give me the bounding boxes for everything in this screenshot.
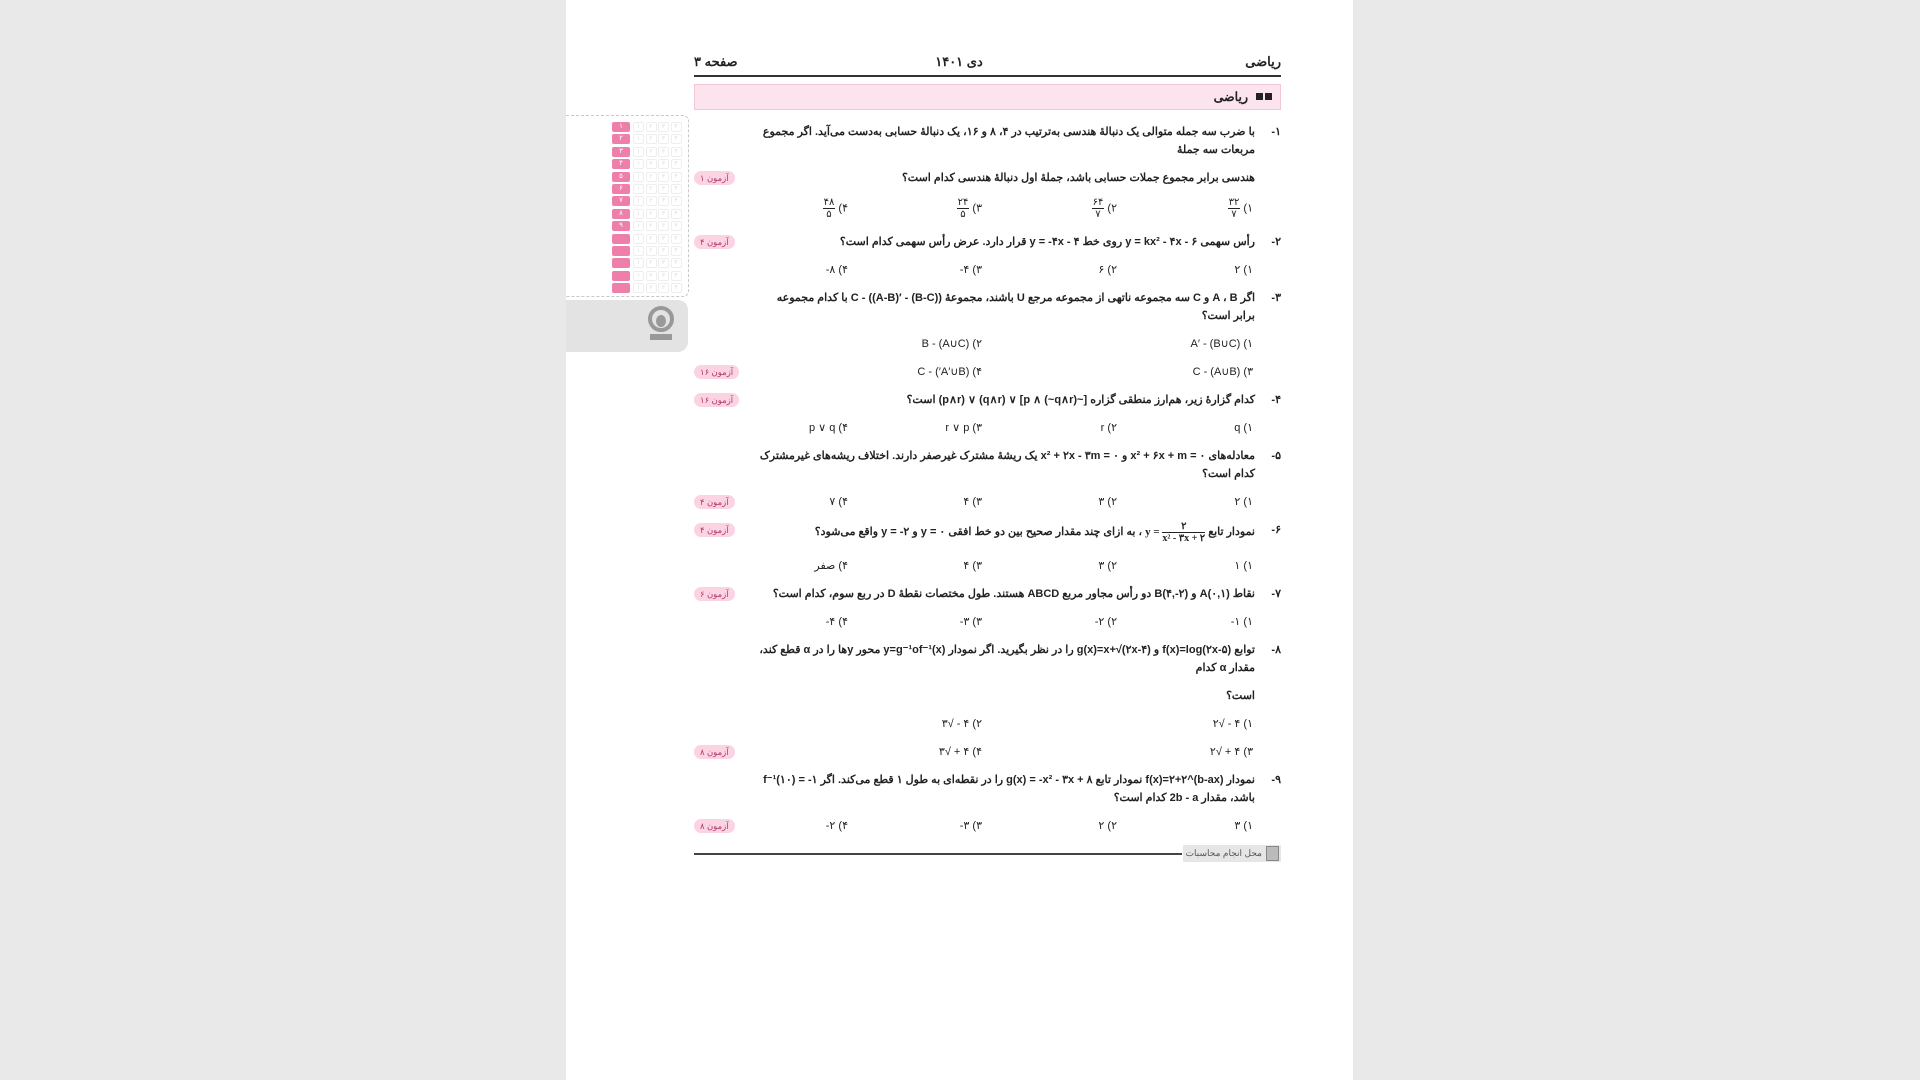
option-4[interactable]: ۴) ۸-	[825, 264, 848, 276]
answer-choice-box[interactable]: ۳	[658, 147, 669, 157]
option-1[interactable]: ۱) ۲	[1234, 264, 1253, 276]
question-5-options	[694, 493, 1281, 511]
answer-row	[612, 134, 682, 144]
answer-choice-box[interactable]: ۲	[646, 159, 657, 169]
question-text: نمودار f(x)=۲+۲^(b-ax) نمودار تابع g(x) = -x² - ۳x + ۸ را در نقطه‌ای به طول ۱ قطع می‌کند. اگر f⁻¹(۱۰) = -۱ باشد، مقدار 2b - a کدام است؟	[763, 774, 1255, 804]
answer-choice-box[interactable]: ۳	[658, 246, 669, 256]
option-3[interactable]: ۳) r ∨ p	[945, 422, 982, 434]
option-2[interactable]: ۲) ۲	[1098, 820, 1117, 832]
answer-row	[612, 172, 682, 182]
answer-choice-box[interactable]: ۱	[633, 196, 644, 206]
answer-choice-box[interactable]: ۱	[633, 147, 644, 157]
question-7-options	[694, 613, 1281, 631]
question-8-line2	[694, 687, 1281, 705]
answer-row	[612, 271, 682, 281]
footer-divider	[694, 853, 1182, 855]
option-1[interactable]: ۱) ۱-	[1230, 616, 1253, 628]
question-text: است؟	[1226, 690, 1255, 702]
option-2[interactable]: ۲) ۳	[1098, 496, 1117, 508]
option-1[interactable]: ۱) ۳	[1234, 820, 1253, 832]
option-3[interactable]: ۳) ۴ + √۲	[1209, 746, 1253, 758]
answer-choice-box[interactable]: ۴	[671, 122, 682, 132]
exam-badge: آزمون ۸	[694, 745, 735, 759]
exam-badge: آزمون ۶	[694, 587, 735, 601]
answer-choice-box[interactable]: ۱	[633, 122, 644, 132]
question-number: ۱-	[1271, 126, 1281, 138]
question-text: کدام گزارهٔ زیر، هم‌ارز منطقی گزاره [~p ∧ (~q∧r)] ∨ (q∧r) ∨ (p∧r) است؟	[906, 394, 1255, 406]
questions-list	[694, 123, 1281, 863]
answer-choice-box[interactable]: ۳	[658, 271, 669, 281]
answer-choice-box[interactable]: ۴	[671, 209, 682, 219]
option-4[interactable]: ۴) ۷	[829, 496, 848, 508]
answer-row	[612, 147, 682, 157]
answer-choice-box[interactable]: ۱	[633, 258, 644, 268]
answer-row	[612, 209, 682, 219]
question-number: ۹-	[1271, 774, 1281, 786]
answer-choice-box[interactable]: ۳	[658, 234, 669, 244]
option-2[interactable]: ۲) ۶	[1098, 264, 1117, 276]
question-number: ۲-	[1271, 236, 1281, 248]
header-divider	[694, 75, 1281, 77]
calculation-area-label: محل انجام محاسبات	[1183, 845, 1281, 862]
answer-row-number: ۵	[612, 172, 630, 182]
option-4[interactable]: ۴) صفر	[814, 560, 848, 572]
footer	[694, 845, 1281, 863]
option-1[interactable]: ۱) ۴ - √۲	[1212, 718, 1253, 730]
answer-choice-box[interactable]: ۴	[671, 172, 682, 182]
answer-choice-box[interactable]: ۲	[646, 271, 657, 281]
exam-badge: آزمون ۴	[694, 235, 735, 249]
exam-badge: آزمون ۱۶	[694, 365, 739, 379]
question-8-options-row2	[694, 743, 1281, 761]
answer-choice-box[interactable]: ۱	[633, 221, 644, 231]
answer-choice-box[interactable]: ۴	[671, 246, 682, 256]
answer-choice-box[interactable]: ۲	[646, 134, 657, 144]
header-page: صفحه ۳	[694, 54, 738, 69]
option-1[interactable]: ۱) $\frac{۳۲}{۷}$	[1228, 197, 1253, 220]
exam-badge: آزمون ۸	[694, 819, 735, 833]
question-3-options-row2	[694, 363, 1281, 381]
calculator-icon	[1266, 846, 1279, 861]
header-subject: ریاضی	[1245, 54, 1281, 69]
answer-row-number: ۱	[612, 122, 630, 132]
answer-choice-box[interactable]: ۴	[671, 184, 682, 194]
answer-row	[612, 196, 682, 206]
option-3[interactable]: ۳) ۳-	[959, 820, 982, 832]
question-8	[694, 641, 1281, 677]
answer-row-number	[612, 234, 630, 244]
question-7	[694, 585, 1281, 603]
option-4[interactable]: ۴) (A′∪B′) - C	[917, 366, 982, 378]
answer-choice-box[interactable]: ۲	[646, 246, 657, 256]
section-marker-icon	[1254, 88, 1272, 105]
answer-choice-box[interactable]: ۱	[633, 246, 644, 256]
answer-choice-box[interactable]: ۲	[646, 221, 657, 231]
question-number: ۸-	[1271, 644, 1281, 656]
answer-choice-box[interactable]: ۴	[671, 234, 682, 244]
answer-row-number	[612, 246, 630, 256]
answer-row	[612, 122, 682, 132]
question-4-options	[694, 419, 1281, 437]
answer-choice-box[interactable]: ۲	[646, 122, 657, 132]
question-2	[694, 233, 1281, 251]
exam-badge: آزمون ۴	[694, 523, 735, 537]
answer-choice-box[interactable]: ۲	[646, 196, 657, 206]
option-3[interactable]: ۳) ۴	[963, 496, 982, 508]
option-2[interactable]: ۲) B - (A∪C)	[921, 338, 982, 350]
option-1[interactable]: ۱) ۲	[1234, 496, 1253, 508]
answer-row-number	[612, 283, 630, 293]
gaj-logo-icon	[646, 306, 676, 346]
question-text: معادله‌های x² + ۶x + m = ۰ و x² + ۲x - ۳m = ۰ یک ریشهٔ مشترک غیرصفر دارند. اختلاف ریشه‌های غیرمشترک کدام است؟	[759, 450, 1255, 480]
question-3	[694, 289, 1281, 325]
answer-row	[612, 283, 682, 293]
answer-choice-box[interactable]: ۳	[658, 172, 669, 182]
question-4	[694, 391, 1281, 409]
option-2[interactable]: ۲) r	[1100, 422, 1117, 434]
answer-row-number: ۳	[612, 147, 630, 157]
answer-choice-box[interactable]: ۳	[658, 122, 669, 132]
question-text: توابع f(x)=log(۲x-۵) و g(x)=x+√(۲x-۴) را در نظر بگیرید. اگر نمودار y=g⁻¹of⁻¹(x) محور yها را در α قطع کند، مقدار α کدام	[759, 644, 1255, 674]
answer-choice-box[interactable]: ۳	[658, 209, 669, 219]
option-2[interactable]: ۲) ۴ - √۳	[941, 718, 982, 730]
answer-row	[612, 258, 682, 268]
answer-choice-box[interactable]: ۲	[646, 283, 657, 293]
answer-choice-box[interactable]: ۴	[671, 159, 682, 169]
option-4[interactable]: ۴) ۴-	[825, 616, 848, 628]
question-9	[694, 771, 1281, 807]
answer-row-number: ۹	[612, 221, 630, 231]
answer-choice-box[interactable]: ۱	[633, 184, 644, 194]
question-number: ۷-	[1271, 588, 1281, 600]
header-date: دی ۱۴۰۱	[935, 54, 983, 69]
answer-choice-box[interactable]: ۲	[646, 209, 657, 219]
question-8-options-row1	[694, 715, 1281, 733]
answer-choice-box[interactable]: ۳	[658, 159, 669, 169]
answer-row-number: ۸	[612, 209, 630, 219]
answer-row-number: ۶	[612, 184, 630, 194]
answer-choice-box[interactable]: ۱	[633, 134, 644, 144]
answer-choice-box[interactable]: ۳	[658, 184, 669, 194]
answer-row-number: ۷	[612, 196, 630, 206]
answer-row	[612, 246, 682, 256]
section-banner	[694, 84, 1281, 110]
answer-row-number: ۲	[612, 134, 630, 144]
question-text: اگر A ، B و C سه مجموعه ناتهی از مجموعه مرجع U باشند، مجموعهٔ C - ((A-B)′ - (B-C)) با کدام مجموعه برابر است؟	[776, 292, 1255, 322]
question-1	[694, 123, 1281, 159]
answer-row-number: ۴	[612, 159, 630, 169]
exam-badge: آزمون ۱	[694, 171, 735, 185]
option-1[interactable]: ۱) ۱	[1234, 560, 1253, 572]
answer-choice-box[interactable]: ۱	[633, 209, 644, 219]
answer-choice-box[interactable]: ۴	[671, 271, 682, 281]
exam-badge: آزمون ۴	[694, 495, 735, 509]
answer-row-number	[612, 258, 630, 268]
question-6	[694, 521, 1281, 547]
question-1-options	[694, 197, 1281, 223]
question-text: نقاط A(۰,۱) و B(۴,-۲) دو رأس مجاور مربع ABCD هستند. طول مختصات نقطهٔ D در ربع سوم، کدام است؟	[772, 588, 1255, 600]
answer-choice-box[interactable]: ۳	[658, 283, 669, 293]
option-2[interactable]: ۲) $\frac{۶۴}{۷}$	[1092, 197, 1117, 220]
question-5	[694, 447, 1281, 483]
answer-choice-box[interactable]: ۴	[671, 283, 682, 293]
answer-choice-box[interactable]: ۱	[633, 234, 644, 244]
option-3[interactable]: ۳) ۴-	[959, 264, 982, 276]
answer-choice-box[interactable]: ۳	[658, 134, 669, 144]
option-4[interactable]: ۴) $\frac{۴۸}{۵}$	[823, 197, 848, 220]
option-1[interactable]: ۱) q	[1234, 422, 1253, 434]
option-3[interactable]: ۳) ۴	[963, 560, 982, 572]
answer-row	[612, 184, 682, 194]
question-2-options	[694, 261, 1281, 279]
question-text: رأس سهمی y = kx² - ۴x - ۶ روی خط y = -۴x - ۴ قرار دارد. عرض رأس سهمی کدام است؟	[839, 236, 1255, 248]
answer-row	[612, 221, 682, 231]
question-9-options	[694, 817, 1281, 835]
answer-choice-box[interactable]: ۴	[671, 221, 682, 231]
answer-choice-box[interactable]: ۱	[633, 172, 644, 182]
answer-choice-box[interactable]: ۴	[671, 134, 682, 144]
option-3[interactable]: ۳) C - (A∪B)	[1192, 366, 1253, 378]
answer-choice-box[interactable]: ۳	[658, 196, 669, 206]
question-1-line2	[694, 169, 1281, 187]
question-number: ۵-	[1271, 450, 1281, 462]
answer-sheet	[566, 115, 689, 297]
exam-badge: آزمون ۱۶	[694, 393, 739, 407]
question-text: با ضرب سه جمله متوالی یک دنبالهٔ هندسی به‌ترتیب در ۴، ۸ و ۱۶، یک دنبالهٔ حسابی به‌دست می‌آید. اگر مجموع مربعات سه جملهٔ	[762, 126, 1255, 156]
publisher-logo	[566, 300, 688, 352]
answer-choice-box[interactable]: ۱	[633, 271, 644, 281]
answer-choice-box[interactable]: ۲	[646, 172, 657, 182]
section-title: ریاضی	[1213, 90, 1248, 105]
answer-choice-box[interactable]: ۲	[646, 234, 657, 244]
question-3-options-row1	[694, 335, 1281, 353]
option-4[interactable]: ۴) p ∨ q	[808, 422, 848, 434]
option-2[interactable]: ۲) ۳	[1098, 560, 1117, 572]
answer-row	[612, 159, 682, 169]
answer-choice-box[interactable]: ۲	[646, 258, 657, 268]
option-3[interactable]: ۳) $\frac{۲۴}{۵}$	[957, 197, 982, 220]
question-text: نمودار تابع y = $\frac{۲}{\text{x² - ۳x + ۲}}$ ، به ازای چند مقدار صحیح بین دو خط افقی y = ۰ و y = -۲ واقع می‌شود؟	[814, 521, 1255, 544]
question-6-options	[694, 557, 1281, 575]
answer-choice-box[interactable]: ۱	[633, 159, 644, 169]
option-4[interactable]: ۴) ۲-	[825, 820, 848, 832]
answer-row-number	[612, 271, 630, 281]
question-text: هندسی برابر مجموع جملات حسابی باشد، جملهٔ اول دنبالهٔ هندسی کدام است؟	[901, 172, 1255, 184]
answer-choice-box[interactable]: ۲	[646, 147, 657, 157]
option-1[interactable]: ۱) A′ - (B∪C)	[1190, 338, 1253, 350]
option-4[interactable]: ۴) ۴ + √۳	[938, 746, 982, 758]
answer-row	[612, 234, 682, 244]
option-2[interactable]: ۲) ۲-	[1094, 616, 1117, 628]
exam-page	[566, 0, 1353, 1080]
answer-choice-box[interactable]: ۴	[671, 258, 682, 268]
question-number: ۶-	[1271, 524, 1281, 536]
answer-choice-box[interactable]: ۱	[633, 283, 644, 293]
option-3[interactable]: ۳) ۳-	[959, 616, 982, 628]
answer-choice-box[interactable]: ۳	[658, 258, 669, 268]
answer-choice-box[interactable]: ۴	[671, 196, 682, 206]
question-number: ۴-	[1271, 394, 1281, 406]
answer-choice-box[interactable]: ۴	[671, 147, 682, 157]
answer-choice-box[interactable]: ۳	[658, 221, 669, 231]
answer-choice-box[interactable]: ۲	[646, 184, 657, 194]
question-number: ۳-	[1271, 292, 1281, 304]
